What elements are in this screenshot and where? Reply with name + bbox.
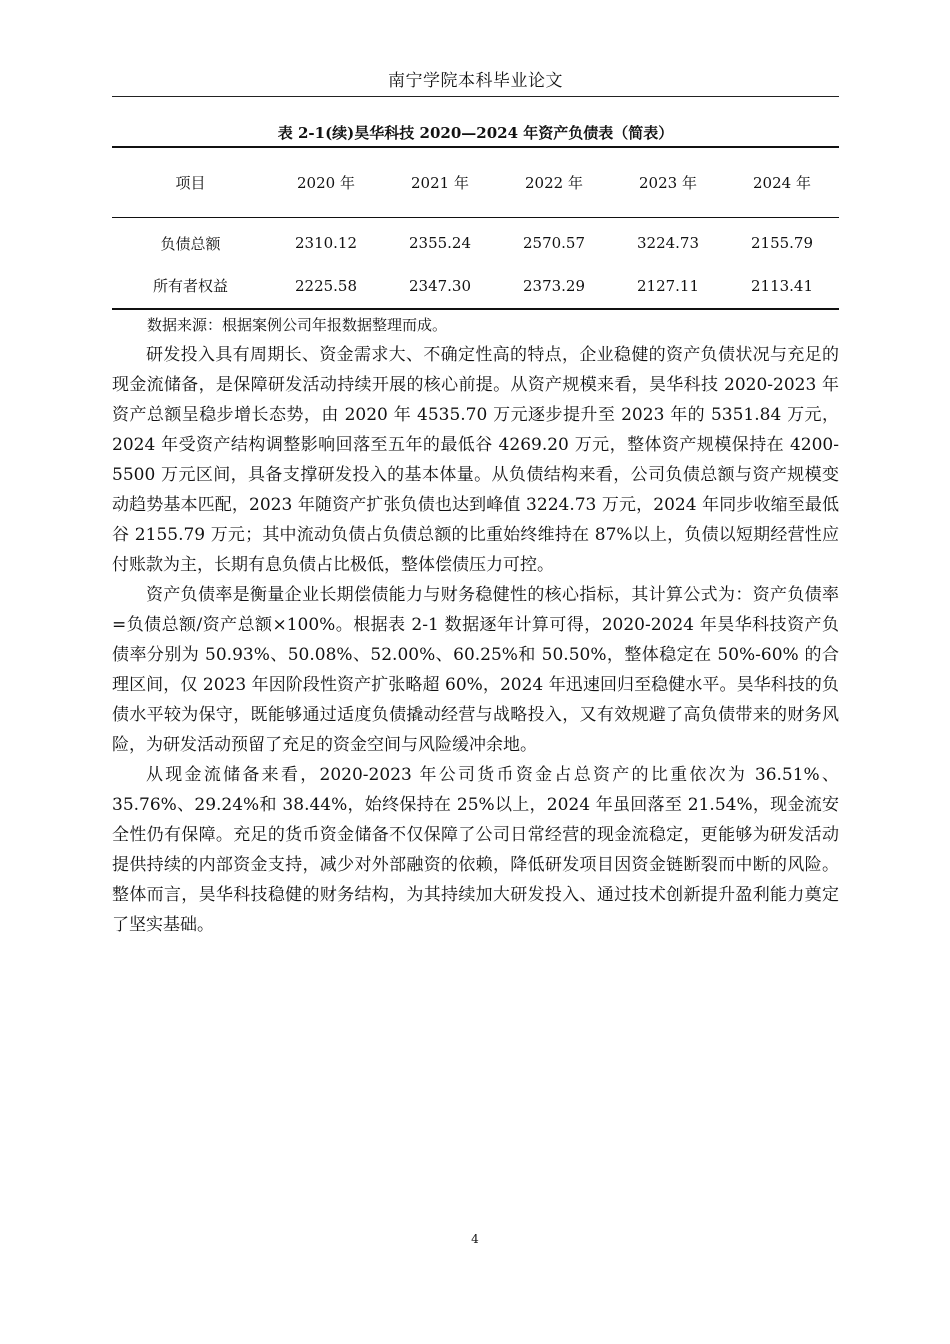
table-row xyxy=(112,263,839,309)
paragraph: 资产负债率是衡量企业长期偿债能力与财务稳健性的核心指标，其计算公式为：资产负债率=负债总额/资产总额×100%。根据表 2-1 数据逐年计算可得，2020-2024 年昊华科技资产负债率分别为 50.93%、50.08%、52.00%、60.25%和 50.50%，整体稳定在 50%-60% 的合理区间，仅 2023 年因阶段性资产扩张略超 60%，2024 年迅速回归至稳健水平。昊华科技的负债水平较为保守，既能够通过适度负债撬动经营与战略投入，又有效规避了高负债带来的财务风险，为研发活动预留了充足的资金空间与风险缓冲余地。 xyxy=(112,585,839,755)
table-cell: 2113.41 xyxy=(750,276,814,295)
table-cell: 2155.79 xyxy=(750,234,814,253)
column-header: 2024 年 xyxy=(753,173,811,192)
column-header: 2023 年 xyxy=(639,173,697,192)
page-header-title: 南宁学院本科毕业论文 xyxy=(388,71,563,91)
column-header: 项目 xyxy=(175,173,206,192)
column-header: 2020 年 xyxy=(297,173,355,192)
table-header-row xyxy=(112,147,839,217)
page-number: 4 xyxy=(471,1232,479,1246)
table-cell: 2355.24 xyxy=(408,234,472,253)
table-cell: 2347.30 xyxy=(408,276,472,295)
table-cell: 2373.29 xyxy=(522,276,586,295)
table-cell: 2570.57 xyxy=(522,234,586,253)
table-title: 表 2-1(续)昊华科技 2020—2024 年资产负债表（简表） xyxy=(277,124,674,142)
row-label: 所有者权益 xyxy=(152,277,228,295)
table-source-note: 数据来源：根据案例公司年报数据整理而成。 xyxy=(147,316,448,334)
table-row xyxy=(112,217,839,263)
column-header: 2021 年 xyxy=(411,173,469,192)
paragraph: 研发投入具有周期长、资金需求大、不确定性高的特点，企业稳健的资产负债状况与充足的现金流储备，是保障研发活动持续开展的核心前提。从资产规模来看，昊华科技 2020-2023 年资产总额呈稳步增长态势，由 2020 年 4535.70 万元逐步提升至 2023 年的 5351.84 万元，2024 年受资产结构调整影响回落至五年的最低谷 4269.20 万元，整体资产规模保持在 4200-5500 万元区间，具备支撑研发投入的基本体量。从负债结构来看，公司负债总额与资产规模变动趋势基本匹配，2023 年随资产扩张负债也达到峰值 3224.73 万元，2024 年同步收缩至最低谷 2155.79 万元；其中流动负债占负债总额的比重始终维持在 87%以上，负债以短期经营性应付账款为主，长期有息负债占比极低，整体偿债压力可控。 xyxy=(112,345,839,575)
header-rule xyxy=(112,96,839,97)
table-cell: 2310.12 xyxy=(294,234,358,253)
body-text xyxy=(112,340,839,940)
table-cell: 2127.11 xyxy=(636,276,700,295)
balance-sheet-table xyxy=(112,146,839,310)
table-cell: 3224.73 xyxy=(636,234,700,253)
row-label: 负债总额 xyxy=(160,234,221,253)
table-cell: 2225.58 xyxy=(294,276,358,295)
column-header: 2022 年 xyxy=(525,173,583,192)
paragraph: 从现金流储备来看，2020-2023 年公司货币资金占总资产的比重依次为 36.51%、35.76%、29.24%和 38.44%，始终保持在 25%以上，2024 年虽回落至 21.54%，现金流安全性仍有保障。充足的货币资金储备不仅保障了公司日常经营的现金流稳定，更能够为研发活动提供持续的内部资金支持，减少对外部融资的依赖，降低研发项目因资金链断裂而中断的风险。整体而言，昊华科技稳健的财务结构，为其持续加大研发投入、通过技术创新提升盈利能力奠定了坚实基础。 xyxy=(112,765,839,935)
